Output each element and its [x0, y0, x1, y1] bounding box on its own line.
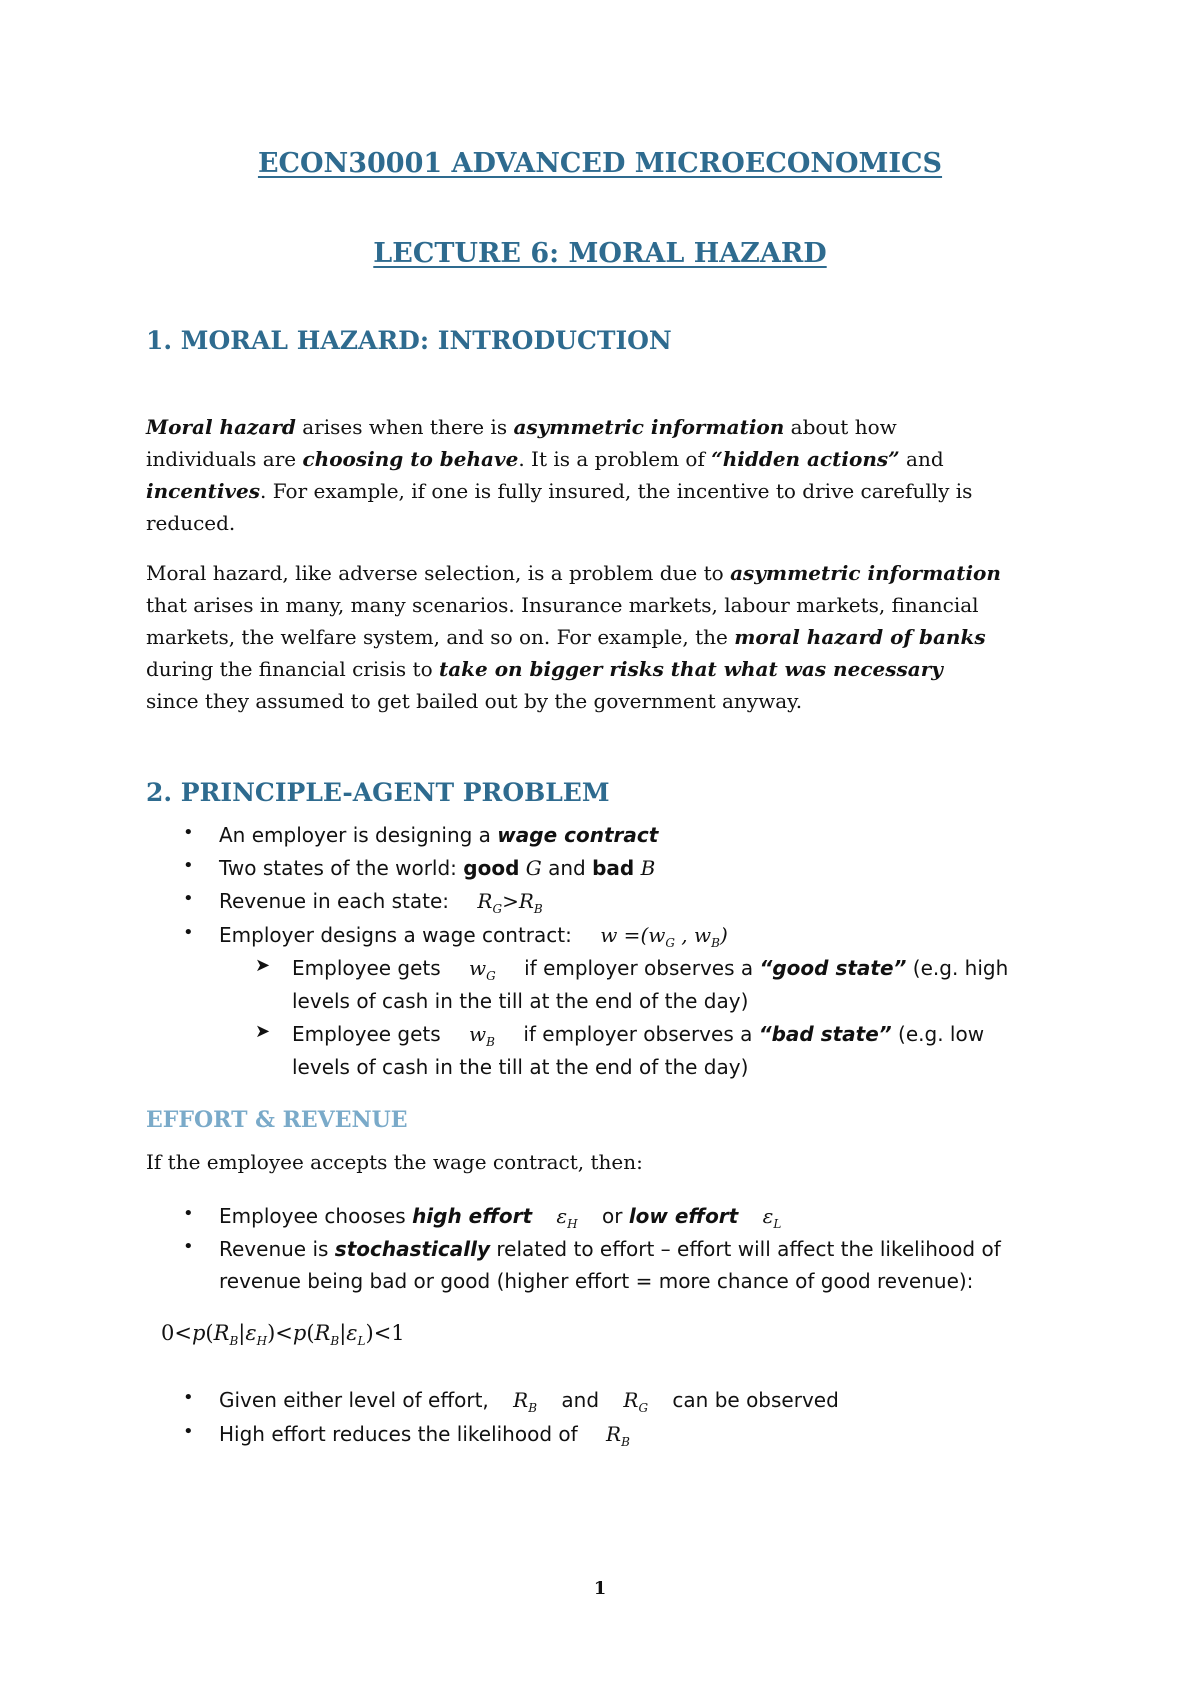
section-heading-principle-agent: 2. PRINCIPLE-AGENT PROBLEM	[146, 778, 610, 807]
second-paragraph-line-1: Moral hazard, like adverse selection, is a problem due to asymmetric information	[146, 561, 1001, 585]
bullet-icon: •	[183, 822, 194, 843]
bullet-stochastic-revenue-line-2: revenue being bad or good (higher effort = more chance of good revenue):	[219, 1269, 974, 1293]
sub-bullet-bad-state-line-2: levels of cash in the till at the end of the day)	[292, 1055, 749, 1079]
formula-revenue-order: $R_G>R_B$	[477, 889, 543, 916]
effort-intro-text: If the employee accepts the wage contract, then:	[146, 1150, 643, 1174]
bullet-icon: •	[183, 1387, 194, 1408]
bullet-wage-contract-design: Employer designs a wage contract: $w =(w_G$ , $w_B$)	[219, 923, 728, 950]
bullet-icon: •	[183, 1236, 194, 1257]
bullet-states-of-world: Two states of the world: good G and bad B	[219, 856, 656, 880]
intro-paragraph-line-2: individuals are choosing to behave. It is a problem of “hidden actions” and	[146, 447, 944, 471]
second-paragraph-line-4: during the financial crisis to take on bigger risks that what was necessary	[146, 657, 943, 681]
bullet-icon: •	[183, 855, 194, 876]
arrow-bullet-icon: ➤	[255, 955, 271, 976]
bullet-high-effort-likelihood: High effort reduces the likelihood of $R_B$	[219, 1422, 630, 1449]
sub-bullet-bad-state: Employee gets $w_B$ if employer observes a “bad state” (e.g. low	[292, 1022, 985, 1049]
bullet-icon: •	[183, 922, 194, 943]
bullet-icon: •	[183, 1203, 194, 1224]
page-number: 1	[593, 1578, 607, 1599]
bullet-stochastic-revenue: Revenue is stochastically related to effort – effort will affect the likelihood of	[219, 1237, 1001, 1261]
formula-wage-contract: $w =(w_G$ , $w_B$)	[600, 923, 728, 950]
arrow-bullet-icon: ➤	[255, 1021, 271, 1042]
second-paragraph-line-3: markets, the welfare system, and so on. For example, the moral hazard of banks	[146, 625, 986, 649]
formula-r-b-likelihood: $R_B$	[606, 1422, 630, 1449]
intro-paragraph-line-3: incentives. For example, if one is fully insured, the incentive to drive carefully is	[146, 479, 973, 503]
bullet-revenue-each-state: Revenue in each state: $R_G>R_B$	[219, 889, 543, 916]
second-paragraph-line-2: that arises in many, many scenarios. Insurance markets, labour markets, financial	[146, 593, 979, 617]
bullet-effort-choice: Employee chooses high effort $\varepsilon_H$ or low effort $\varepsilon_L$	[219, 1204, 782, 1231]
second-paragraph-line-5: since they assumed to get bailed out by the government anyway.	[146, 689, 803, 713]
sub-bullet-good-state: Employee gets $w_G$ if employer observes a “good state” (e.g. high	[292, 956, 1009, 983]
course-title: ECON30001 ADVANCED MICROECONOMICS	[257, 148, 943, 179]
formula-probability-inequality: $0<p(R_B|\varepsilon_H)<p(R_B|\varepsilon_L)<1$	[161, 1321, 405, 1349]
lecture-title: LECTURE 6: MORAL HAZARD	[373, 238, 827, 269]
formula-r-b: $R_B$	[513, 1388, 538, 1415]
bullet-icon: •	[183, 1421, 194, 1442]
intro-paragraph-line-1: Moral hazard arises when there is asymmetric information about how	[146, 415, 897, 439]
sub-bullet-good-state-line-2: levels of cash in the till at the end of the day)	[292, 989, 749, 1013]
bullet-observable-revenue: Given either level of effort, $R_B$ and $R_G$ can be observed	[219, 1388, 839, 1415]
subsection-heading-effort-revenue: EFFORT & REVENUE	[146, 1107, 408, 1133]
section-heading-introduction: 1. MORAL HAZARD: INTRODUCTION	[146, 326, 672, 355]
formula-r-g: $R_G$	[623, 1388, 649, 1415]
bullet-icon: •	[183, 888, 194, 909]
formula-epsilon-l: $\varepsilon_L$	[762, 1204, 782, 1231]
formula-w-b: $w_B$	[469, 1022, 495, 1049]
formula-epsilon-h: $\varepsilon_H$	[556, 1204, 578, 1231]
intro-paragraph-line-4: reduced.	[146, 511, 236, 535]
bullet-wage-contract: An employer is designing a wage contract	[219, 823, 659, 847]
formula-w-g: $w_G$	[469, 956, 496, 983]
